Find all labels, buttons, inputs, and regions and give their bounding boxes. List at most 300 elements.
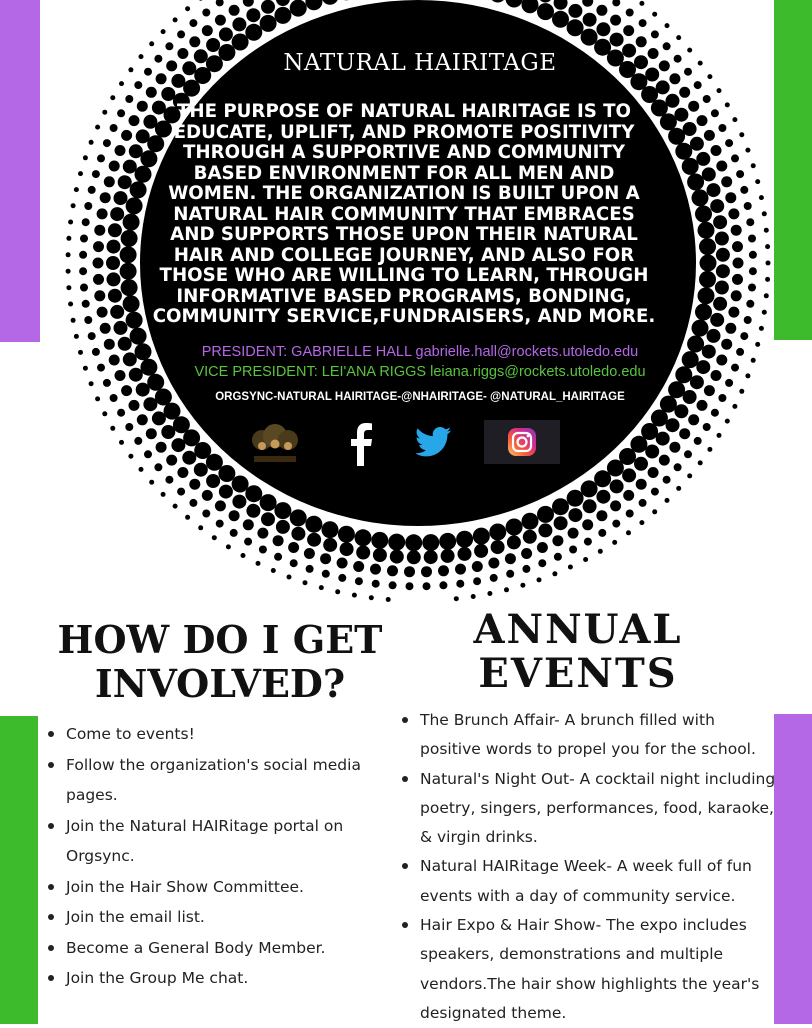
- halftone-dot: [695, 304, 712, 321]
- halftone-dot: [522, 565, 530, 573]
- halftone-dot: [732, 404, 737, 409]
- halftone-dot: [135, 343, 152, 360]
- halftone-dot: [733, 258, 744, 269]
- halftone-dot: [119, 81, 124, 86]
- halftone-dot: [636, 36, 647, 47]
- halftone-dot: [110, 394, 118, 402]
- halftone-dot: [319, 585, 324, 590]
- halftone-dot: [645, 445, 659, 459]
- halftone-dot: [93, 258, 104, 269]
- facebook-icon[interactable]: [336, 420, 386, 468]
- purpose-line: COMMUNITY SERVICE,FUNDRAISERS, AND MORE.: [153, 306, 656, 327]
- halftone-dot: [387, 565, 398, 576]
- halftone-dot: [119, 440, 124, 445]
- halftone-dot: [520, 583, 525, 588]
- halftone-dot: [149, 480, 154, 485]
- purpose-line: THE PURPOSE OF NATURAL HAIRITAGE IS TO: [177, 101, 631, 122]
- purpose-line: THROUGH A SUPPORTIVE AND COMMUNITY: [183, 142, 625, 163]
- halftone-dot: [165, 476, 173, 484]
- halftone-dot: [88, 332, 96, 340]
- halftone-dot: [198, 525, 203, 530]
- halftone-dot: [110, 124, 118, 132]
- halftone-dot: [232, 495, 246, 509]
- halftone-dot: [456, 531, 473, 548]
- halftone-dot: [596, 510, 607, 521]
- purpose-line: BASED ENVIRONMENT FOR ALL MEN AND: [194, 163, 615, 184]
- halftone-dot: [698, 222, 715, 239]
- halftone-dot: [93, 241, 104, 252]
- halftone-dot: [165, 42, 173, 50]
- list-item: Natural HAIRitage Week- A week full of fun events with a day of community service.: [402, 852, 780, 911]
- purpose-statement: [148, 102, 660, 328]
- halftone-dot: [216, 0, 224, 6]
- halftone-dot: [674, 463, 682, 471]
- halftone-dot: [352, 593, 357, 598]
- halftone-dot: [244, 538, 252, 546]
- halftone-dot: [146, 87, 157, 98]
- halftone-dot: [95, 396, 100, 401]
- halftone-dot: [177, 488, 185, 496]
- halftone-dot: [746, 218, 754, 226]
- list-item: Become a General Body Member.: [48, 933, 388, 964]
- halftone-dot: [665, 23, 670, 28]
- halftone-dot: [522, 0, 539, 13]
- halftone-dot: [287, 575, 292, 580]
- halftone-dot: [146, 428, 157, 439]
- halftone-dot: [97, 364, 105, 372]
- list-item: The Brunch Affair- A brunch filled with positive words to propel you for the school.: [402, 706, 780, 765]
- halftone-dot: [552, 498, 569, 515]
- halftone-dot: [739, 132, 744, 137]
- halftone-dot: [79, 251, 87, 259]
- halftone-dot: [612, 540, 617, 545]
- halftone-dot: [74, 334, 79, 339]
- halftone-dot: [322, 570, 330, 578]
- halftone-dot: [134, 81, 142, 89]
- halftone-dot: [676, 35, 681, 40]
- halftone-dot: [114, 191, 128, 205]
- halftone-dot: [552, 535, 563, 546]
- halftone-dot: [152, 411, 166, 425]
- instagram-icon[interactable]: [484, 420, 560, 464]
- halftone-dot: [438, 565, 449, 576]
- involved-heading-line: INVOLVED?: [95, 661, 345, 706]
- page-title: NATURAL HAIRITAGE: [220, 50, 620, 76]
- halftone-dot: [305, 516, 322, 533]
- halftone-dot: [567, 19, 584, 36]
- halftone-dot: [666, 94, 680, 108]
- halftone-dot: [97, 208, 108, 219]
- halftone-dot: [273, 535, 284, 546]
- halftone-dot: [679, 87, 690, 98]
- halftone-dot: [117, 109, 125, 117]
- list-item: Come to events!: [48, 719, 388, 750]
- halftone-dot: [121, 385, 132, 396]
- halftone-dot: [506, 0, 523, 8]
- halftone-dot: [707, 74, 712, 79]
- halftone-dot: [656, 432, 670, 446]
- halftone-dot: [725, 419, 730, 424]
- halftone-dot: [260, 494, 277, 511]
- halftone-dot: [713, 215, 727, 229]
- halftone-dot: [189, 499, 197, 507]
- halftone-dot: [219, 485, 233, 499]
- halftone-dot: [189, 36, 200, 47]
- halftone-dot: [610, 15, 621, 26]
- halftone-dot: [115, 370, 126, 381]
- halftone-dot: [695, 206, 712, 223]
- halftone-dot: [137, 101, 148, 112]
- halftone-dot: [71, 318, 76, 323]
- halftone-dot: [538, 523, 552, 537]
- halftone-dot: [538, 559, 546, 567]
- events-heading-line: EVENTS: [478, 650, 677, 697]
- halftone-dot: [290, 559, 298, 567]
- halftone-dot: [716, 355, 727, 366]
- halftone-dot: [120, 246, 137, 263]
- halftone-dot: [645, 68, 659, 82]
- halftone-dot: [261, 512, 275, 526]
- halftone-dot: [89, 140, 94, 145]
- halftone-dot: [732, 274, 743, 285]
- halftone-dot: [454, 596, 459, 601]
- halftone-dot: [216, 520, 224, 528]
- halftone-dot: [118, 175, 132, 189]
- halftone-dot: [109, 161, 120, 172]
- halftone-dot: [674, 404, 688, 418]
- halftone-dot: [683, 122, 697, 136]
- halftone-dot: [568, 528, 579, 539]
- halftone-dot: [522, 513, 539, 530]
- halftone-dot: [684, 450, 692, 458]
- halftone-dot: [660, 113, 677, 130]
- halftone-dot: [229, 510, 240, 521]
- halftone-dot: [66, 252, 71, 257]
- halftone-dot: [322, 0, 339, 5]
- halftone-dot: [639, 1, 644, 6]
- purpose-line: THOSE WHO ARE WILLING TO LEARN, THROUGH: [160, 265, 649, 286]
- halftone-dot: [232, 476, 249, 493]
- halftone-dot: [764, 293, 769, 298]
- halftone-dot: [130, 181, 147, 198]
- halftone-dot: [108, 223, 122, 237]
- halftone-dot: [166, 60, 177, 71]
- halftone-dot: [610, 479, 624, 493]
- halftone-dot: [489, 524, 506, 541]
- halftone-dot: [740, 332, 748, 340]
- halftone-dot: [598, 549, 603, 554]
- halftone-dot: [94, 290, 105, 301]
- halftone-dot: [504, 587, 509, 592]
- halftone-dot: [537, 577, 542, 582]
- halftone-dot: [688, 101, 699, 112]
- halftone-dot: [698, 460, 703, 465]
- halftone-dot: [338, 526, 355, 543]
- halftone-dot: [84, 316, 92, 324]
- halftone-dot: [106, 256, 120, 270]
- halftone-dot: [100, 323, 111, 334]
- halftone-dot: [659, 455, 670, 466]
- halftone-dot: [121, 130, 132, 141]
- halftone-dot: [731, 290, 742, 301]
- halftone-dot: [679, 428, 690, 439]
- halftone-dot: [652, 12, 657, 17]
- halftone-dot: [288, 542, 299, 553]
- halftone-dot: [707, 183, 721, 197]
- halftone-dot: [744, 202, 752, 210]
- halftone-dot: [523, 530, 537, 544]
- halftone-dot: [140, 359, 157, 376]
- halftone-dot: [683, 390, 697, 404]
- halftone-dot: [120, 263, 137, 280]
- halftone-dot: [137, 414, 148, 425]
- halftone-dot: [230, 529, 238, 537]
- halftone-dot: [245, 485, 262, 502]
- halftone-dot: [762, 211, 767, 216]
- halftone-dot: [694, 437, 702, 445]
- halftone-dot: [71, 203, 76, 208]
- halftone-dot: [639, 499, 647, 507]
- halftone-dot: [626, 9, 634, 17]
- halftone-dot: [206, 474, 220, 488]
- halftone-dot: [698, 61, 703, 66]
- halftone-dot: [156, 73, 167, 84]
- halftone-dot: [89, 381, 94, 386]
- purpose-line: INFORMATIVE BASED PROGRAMS, BONDING,: [176, 286, 631, 307]
- halftone-dot: [194, 463, 208, 477]
- halftone-dot: [161, 492, 166, 497]
- halftone-dot: [126, 312, 143, 329]
- halftone-dot: [718, 124, 726, 132]
- halftone-dot: [102, 411, 107, 416]
- halftone-dot: [622, 44, 636, 58]
- halftone-dot: [202, 490, 213, 501]
- halftone-dot: [537, 506, 554, 523]
- halftone-dot: [702, 167, 716, 181]
- halftone-dot: [80, 284, 88, 292]
- halftone-dot: [439, 581, 447, 589]
- halftone-dot: [725, 192, 736, 203]
- halftone-dot: [703, 95, 711, 103]
- halftone-dot: [79, 267, 87, 275]
- halftone-dot: [256, 561, 261, 566]
- halftone-dot: [274, 553, 282, 561]
- halftone-dot: [156, 442, 167, 453]
- halftone-dot: [173, 504, 178, 509]
- twitter-icon[interactable]: [410, 424, 458, 460]
- halftone-dot: [717, 88, 722, 93]
- halftone-dot: [260, 15, 277, 32]
- halftone-dot: [164, 403, 181, 420]
- halftone-dot: [582, 519, 593, 530]
- halftone-dot: [583, 13, 597, 27]
- halftone-dot: [554, 516, 568, 530]
- halftone-dot: [552, 571, 557, 576]
- halftone-dot: [749, 251, 757, 259]
- halftone-dot: [154, 463, 162, 471]
- halftone-dot: [634, 457, 648, 471]
- halftone-dot: [276, 0, 290, 6]
- halftone-dot: [66, 236, 71, 241]
- halftone-dot: [126, 197, 143, 214]
- halftone-dot: [128, 67, 133, 72]
- halftone-dot: [687, 336, 704, 353]
- halftone-dot: [610, 33, 624, 47]
- events-list: [402, 706, 780, 1028]
- halftone-dot: [103, 139, 111, 147]
- halftone-dot: [537, 3, 554, 20]
- halftone-dot: [189, 19, 197, 27]
- halftone-dot: [537, 542, 548, 553]
- halftone-dot: [766, 261, 771, 266]
- halftone-dot: [274, 502, 291, 519]
- halftone-dot: [656, 80, 670, 94]
- halftone-dot: [386, 597, 391, 602]
- halftone-dot: [82, 300, 90, 308]
- halftone-dot: [259, 546, 267, 554]
- halftone-dot: [612, 0, 620, 6]
- halftone-dot: [762, 310, 767, 315]
- halftone-dot: [215, 500, 226, 511]
- halftone-dot: [596, 5, 607, 16]
- halftone-dot: [700, 255, 717, 272]
- halftone-dot: [759, 326, 764, 331]
- halftone-dot: [755, 342, 760, 347]
- halftone-dot: [118, 337, 132, 351]
- halftone-dot: [206, 38, 220, 52]
- halftone-dot: [68, 220, 73, 225]
- halftone-dot: [136, 383, 150, 397]
- halftone-dot: [107, 272, 121, 286]
- halftone-dot: [189, 479, 200, 490]
- halftone-dot: [103, 379, 111, 387]
- halftone-dot: [243, 519, 254, 530]
- halftone-dot: [110, 426, 115, 431]
- halftone-dot: [699, 238, 716, 255]
- halftone-dot: [675, 143, 692, 160]
- halftone-dot: [725, 102, 730, 107]
- halftone-dot: [423, 582, 431, 590]
- halftone-dot: [215, 15, 226, 26]
- halftone-dot: [161, 425, 175, 439]
- halftone-dot: [748, 284, 756, 292]
- purpose-line: HAIR AND COLLEGE JOURNEY, AND ALSO FOR: [174, 245, 634, 266]
- halftone-dot: [568, 508, 582, 522]
- halftone-dot: [652, 509, 657, 514]
- halftone-dot: [123, 160, 137, 174]
- halftone-dot: [634, 55, 648, 69]
- halftone-dot: [711, 409, 719, 417]
- halftone-dot: [439, 533, 456, 550]
- halftone-dot: [692, 189, 709, 206]
- halftone-dot: [690, 375, 704, 389]
- halftone-dot: [307, 533, 321, 547]
- halftone-dot: [568, 565, 573, 570]
- halftone-dot: [552, 11, 569, 28]
- halftone-dot: [335, 589, 340, 594]
- halftone-dot: [232, 17, 246, 31]
- halftone-dot: [83, 155, 88, 160]
- vice-president-contact: VICE PRESIDENT: LEI'ANA RIGGS leiana.riggs@rockets.utoledo.edu: [160, 364, 680, 380]
- halftone-dot: [682, 158, 699, 175]
- halftone-dot: [161, 29, 166, 34]
- halftone-dot: [731, 154, 739, 162]
- halftone-dot: [97, 307, 108, 318]
- halftone-dot: [84, 202, 92, 210]
- halftone-dot: [569, 546, 577, 554]
- halftone-dot: [389, 581, 397, 589]
- halftone-dot: [373, 548, 387, 562]
- halftone-dot: [245, 24, 262, 41]
- halftone-dot: [202, 9, 210, 17]
- halftone-dot: [455, 564, 466, 575]
- halftone-dot: [710, 199, 724, 213]
- halftone-dot: [171, 438, 185, 452]
- halftone-dot: [696, 360, 710, 374]
- halftone-dot: [715, 281, 729, 295]
- halftone-dot: [323, 538, 337, 552]
- list-item: Join the email list.: [48, 902, 388, 933]
- halftone-dot: [338, 574, 346, 582]
- halftone-dot: [107, 240, 121, 254]
- halftone-dot: [129, 144, 143, 158]
- halftone-dot: [713, 297, 727, 311]
- involved-heading-line: HOW DO I GET: [58, 617, 383, 662]
- halftone-dot: [731, 364, 739, 372]
- halftone-dot: [97, 154, 105, 162]
- halftone-dot: [473, 528, 490, 545]
- halftone-dot: [728, 208, 739, 219]
- halftone-dot: [676, 486, 681, 491]
- halftone-dot: [177, 467, 188, 478]
- halftone-dot: [687, 48, 692, 53]
- halftone-dot: [568, 4, 582, 18]
- halftone-dot: [488, 558, 499, 569]
- halftone-dot: [506, 570, 514, 578]
- logo-icon: [250, 422, 300, 464]
- halftone-dot: [246, 8, 260, 22]
- halftone-dot: [473, 577, 481, 585]
- halftone-dot: [304, 548, 315, 559]
- halftone-dot: [554, 0, 568, 10]
- halftone-dot: [711, 145, 722, 156]
- halftone-dot: [406, 582, 414, 590]
- halftone-dot: [458, 547, 472, 561]
- involved-heading: [40, 618, 400, 706]
- halftone-dot: [703, 423, 711, 431]
- halftone-dot: [212, 535, 217, 540]
- halftone-dot: [290, 0, 307, 17]
- halftone-dot: [303, 580, 308, 585]
- halftone-dot: [305, 0, 322, 10]
- halftone-dot: [123, 352, 137, 366]
- halftone-dot: [182, 61, 196, 75]
- social-handles: ORGSYNC-NATURAL HAIRITAGE-@NHAIRITAGE- @NATURAL_HAIRITAGE: [160, 391, 680, 403]
- halftone-dot: [149, 41, 154, 46]
- halftone-dot: [716, 161, 727, 172]
- halftone-dot: [748, 235, 756, 243]
- halftone-dot: [648, 48, 659, 59]
- halftone-dot: [623, 490, 634, 501]
- halftone-dot: [121, 279, 138, 296]
- halftone-dot: [166, 455, 177, 466]
- halftone-dot: [456, 580, 464, 588]
- halftone-dot: [74, 187, 79, 192]
- halftone-dot: [765, 277, 770, 282]
- halftone-dot: [337, 558, 348, 569]
- halftone-dot: [690, 137, 704, 151]
- halftone-dot: [370, 564, 381, 575]
